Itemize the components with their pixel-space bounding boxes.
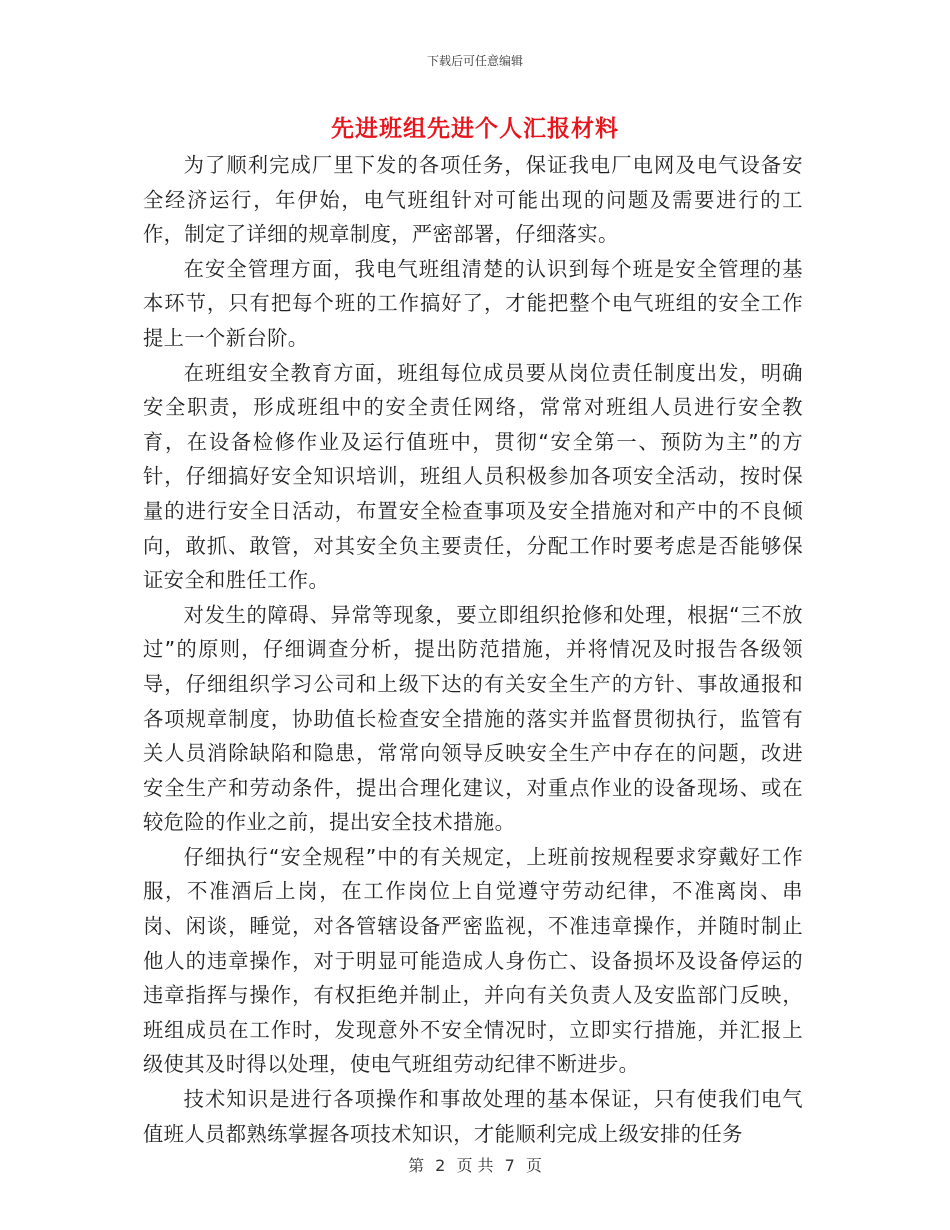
footer-middle: 页 共 <box>456 1156 494 1175</box>
footer-prefix: 第 <box>408 1156 425 1175</box>
paragraph: 在安全管理方面，我电气班组清楚的认识到每个班是安全管理的基本环节，只有把每个班的工作搞好了，才能把整个电气班组的安全工作提上一个新台阶。 <box>143 256 803 350</box>
footer-suffix: 页 <box>525 1156 542 1175</box>
current-page-number: 2 <box>435 1156 446 1175</box>
total-page-count: 7 <box>504 1156 515 1175</box>
paragraph: 仔细执行“安全规程”中的有关规定，上班前按规程要求穿戴好工作服，不准酒后上岗，在工作岗位上自觉遵守劳动纪律，不准离岗、串岗、闲谈，睡觉，对各管辖设备严密监视，不准违章操作，并随时制止他人的违章操作，对于明显可能造成人身伤亡、设备损坏及设备停运的违章指挥与操作，有权拒绝并制止，并向有关负责人及安监部门反映，班组成员在工作时，发现意外不安全情况时，立即实行措施，并汇报上级使其及时得以处理，使电气班组劳动纪律不断进步。 <box>143 844 803 1077</box>
paragraph: 为了顺利完成厂里下发的各项任务，保证我电厂电网及电气设备安全经济运行，年伊始，电气班组针对可能出现的问题及需要进行的工作，制定了详细的规章制度，严密部署，仔细落实。 <box>143 153 803 247</box>
document-title: 先进班组先进个人汇报材料 <box>331 116 619 142</box>
header-note: 下载后可任意编辑 <box>426 54 523 68</box>
paragraph: 技术知识是进行各项操作和事故处理的基本保证，只有使我们电气值班人员都熟练掌握各项技术知识，才能顺利完成上级安排的任务 <box>143 1087 803 1146</box>
document-body <box>143 148 803 1151</box>
paragraph: 对发生的障碍、异常等现象，要立即组织抢修和处理，根据“三不放过”的原则，仔细调查分析，提出防范措施，并将情况及时报告各级领导，仔细组织学习公司和上级下达的有关安全生产的方针、事故通报和各项规章制度，协助值长检查安全措施的落实并监督贯彻执行，监管有关人员消除缺陷和隐患，常常向领导反映安全生产中存在的问题，改进安全生产和劳动条件，提出合理化建议，对重点作业的设备现场、或在较危险的作业之前，提出安全技术措施。 <box>143 602 803 835</box>
paragraph: 在班组安全教育方面，班组每位成员要从岗位责任制度出发，明确安全职责，形成班组中的安全责任网络，常常对班组人员进行安全教育，在设备检修作业及运行值班中，贯彻“安全第一、预防为主”的方针，仔细搞好安全知识培训，班组人员积极参加各项安全活动，按时保量的进行安全日活动，布置安全检查事项及安全措施对和产中的不良倾向，敢抓、敢管，对其安全负主要责任，分配工作时要考虑是否能够保证安全和胜任工作。 <box>143 360 803 593</box>
page-footer <box>0 1153 950 1176</box>
